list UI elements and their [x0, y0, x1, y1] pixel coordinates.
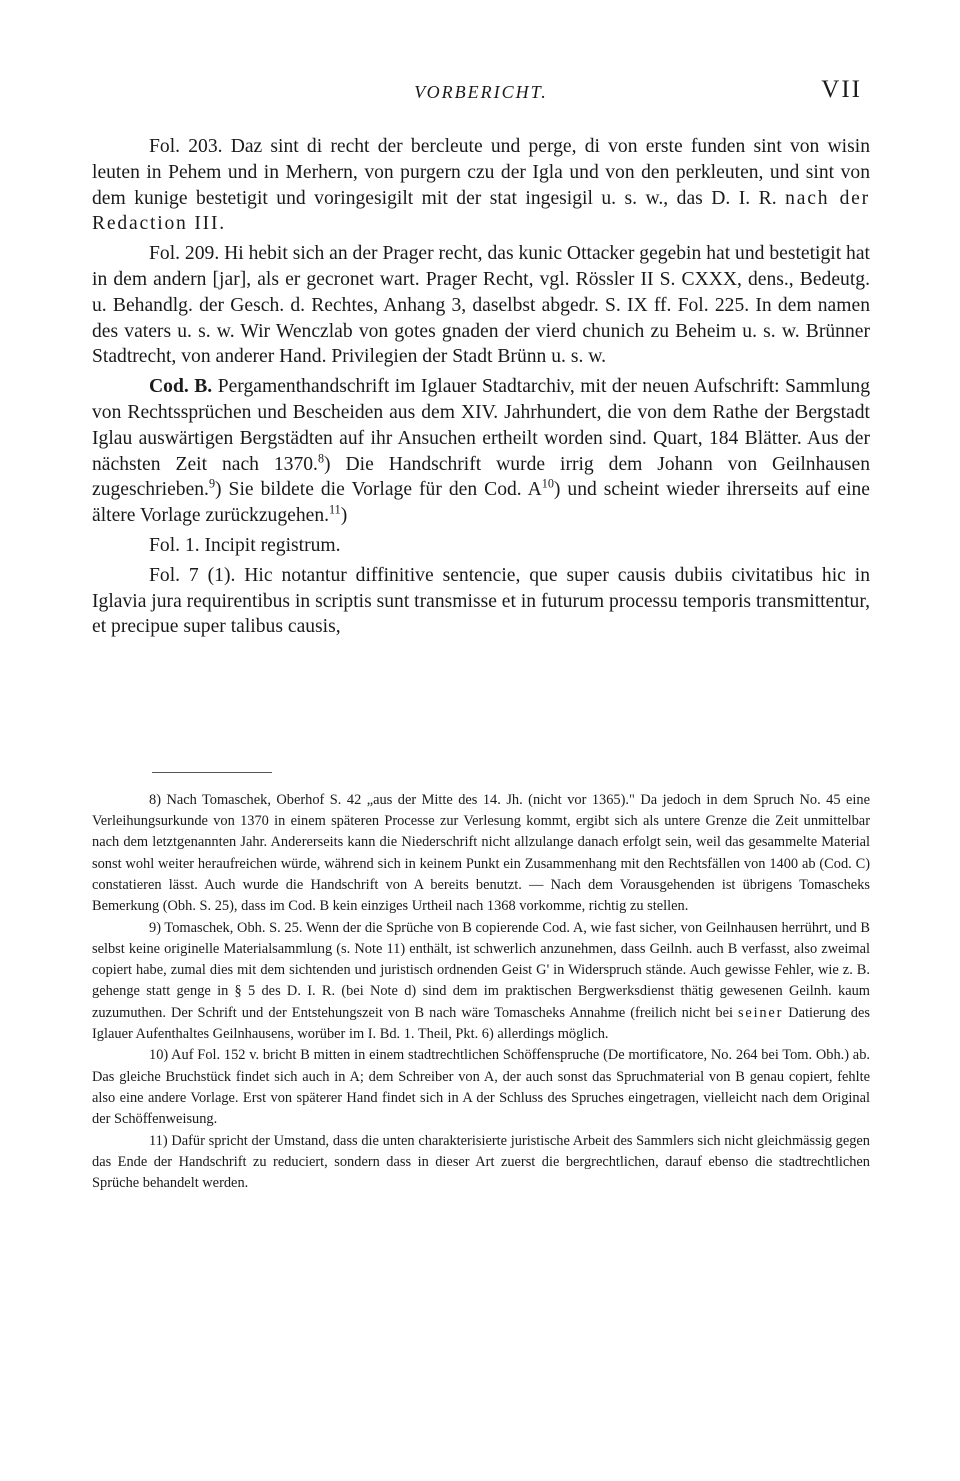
- paragraph-text: ) und scheint wieder ihrerseits auf eine ältere Vorlage zurückzugehen.: [92, 479, 871, 527]
- main-text: [92, 134, 870, 644]
- running-title: VORBERICHT.: [414, 82, 548, 102]
- footnote-9: [92, 918, 870, 1045]
- footnote-10: 10) Auf Fol. 152 v. bricht B mitten in einem stadtrechtlichen Schöffenspruche (De mortificatore, No. 264 bei Tom. Obh.) ab. Das gleiche Bruchstück findet sich auch in A; dem Schreiber von A, der auch sonst das Spruchmaterial von B genau copiert, fehlte also eine andere Vorlage. Erst von späterer Hand findet sich in A der Schluss des Spruches eingetragen, vielleicht nach dem Original der Schöffenweisung.: [92, 1047, 870, 1128]
- footnote-11: 11) Dafür spricht der Umstand, dass die unten charakterisierte juristische Arbeit des Sammlers sich nicht gleichmässig gegen das Ende der Handschrift zu reduciert, sondern dass in dieser Art zuerst die bergrechtlichen, darauf ebenso die stadtrechtlichen Sprüche behandelt werden.: [92, 1132, 870, 1192]
- spaced-text: seiner: [738, 1004, 784, 1021]
- footnote-ref-10[interactable]: 10: [541, 476, 554, 491]
- paragraph-text: ) Die Handschrift wurde irrig dem Johann von Geilnhausen zugeschrieben.: [92, 453, 870, 501]
- codex-label: Cod. B.: [149, 376, 213, 398]
- paragraph-fol-7: Fol. 7 (1). Hic notantur diffinitive sentencie, que super causis dubiis civitatibus hic in Iglavia jura requirentibus in scriptis sunt transmisse et in futurum processu temporis transmittentur, et precipue super talibus causis,: [92, 564, 870, 638]
- footnote-separator: [152, 772, 272, 773]
- running-header: [92, 76, 870, 106]
- footnote-ref-11[interactable]: 11: [329, 502, 341, 517]
- paragraph-fol-1: Fol. 1. Incipit registrum.: [149, 534, 341, 556]
- paragraph-text: Fol. 203. Daz sint di recht der bercleute und perge, di von erste funden sint von wisin leuten in Pehem und in Merhern, von purgern czu der Igla und von den perkleuten, und sint von dem kunige bestetigit und voringesigilt mit der stat ingesigil u. s. w., das D. I. R.: [92, 136, 870, 209]
- footnote-text: 9) Tomaschek, Obh. S. 25. Wenn der die Sprüche von B copierende Cod. A, wie fast sicher, von Geilnhausen herrührt, und B selbst keine originelle Materialsammlung (s. Note 11) enthält, ist schwerlich anzunehmen, dass Geilnh. auch B verfasst, also zweimal copiert habe, zumal dies mit dem sichtenden und juristisch ordnenden Geist G' in Widerspruch stände. Auch gewisse Fehler, wie z. B. gehenge statt genge in § 5 des D. I. R. (bei Note d) sind dem im praktischen Bergwerksdienst thätig gewesenen Geilnh. kaum zuzumuthen. Der Schrift und der Entstehungszeit von B nach wäre Tomascheks Annahme (freilich nicht bei: [92, 919, 870, 1021]
- paragraph-fol-203: [92, 134, 870, 237]
- paragraph-cod-b: [92, 374, 870, 529]
- paragraph-text: ) Sie bildete die Vorlage für den Cod. A: [215, 479, 542, 501]
- spaced-text: nach der Redaction III.: [92, 187, 870, 235]
- footnote-text: Datierung des Iglauer Aufenthaltes Geilnhausens, worüber im I. Bd. 1. Theil, Pkt. 6) allerdings möglich.: [92, 1004, 870, 1042]
- footnote-ref-9[interactable]: 9: [208, 476, 216, 491]
- footnote-ref-8[interactable]: 8: [317, 451, 325, 466]
- page-number: VII: [821, 76, 862, 103]
- paragraph-text: ): [340, 505, 348, 527]
- footnote-8: 8) Nach Tomaschek, Oberhof S. 42 „aus der Mitte des 14. Jh. (nicht vor 1365)." Da jedoch in dem Spruch No. 45 eine Verleihungsurkunde von 1370 in einem späteren Processe zur Verlesung kommt, ergibt sich als untere Grenze die Zeit unmittelbar nach dem letztgenannten Jahr. Andererseits kann die Niederschrift nicht allzulange danach erfolgt sein, weil das gesammelte Material sonst wohl weiter heraufreichen würde, während sich in keinem Punkt ein Zusammenhang mit den Rechtsfällen von 1400 ab (Cod. C) constatieren lässt. Auch wurde die Handschrift von A bereits benutzt. — Nach dem Vorausgehenden ist übrigens Tomascheks Bemerkung (Obh. S. 25), dass im Cod. B kein einziges Urtheil nach 1368 vorkomme, richtig zu stellen.: [92, 792, 870, 915]
- paragraph-text: Pergamenthandschrift im Iglauer Stadtarchiv, mit der neuen Aufschrift: Sammlung von Rechtssprüchen und Bescheiden aus dem XIV. Jahrhundert, die von dem Rathe der Bergstadt Iglau auswärtigen Bergstädten auf ihr Ansuchen ertheilt worden sind. Quart, 184 Blätter. Aus der nächsten Zeit nach 1370.: [92, 376, 871, 475]
- footnotes: [92, 790, 870, 1195]
- paragraph-fol-209: Fol. 209. Hi hebit sich an der Prager recht, das kunic Ottacker gegebin hat und bestetigit hat in dem andern [jar], als er gecronet wart. Prager Recht, vgl. Rössler II S. CXXX, dens., Bedeutg. u. Behandlg. der Gesch. d. Rechtes, Anhang 3, daselbst abgedr. S. IX ff. Fol. 225. In dem namen des vaters u. s. w. Wir Wenczlab von gotes gnaden der vierd chunich zu Beheim u. s. w. Brünner Stadtrecht, von anderer Hand. Privilegien der Stadt Brünn u. s. w.: [92, 243, 870, 368]
